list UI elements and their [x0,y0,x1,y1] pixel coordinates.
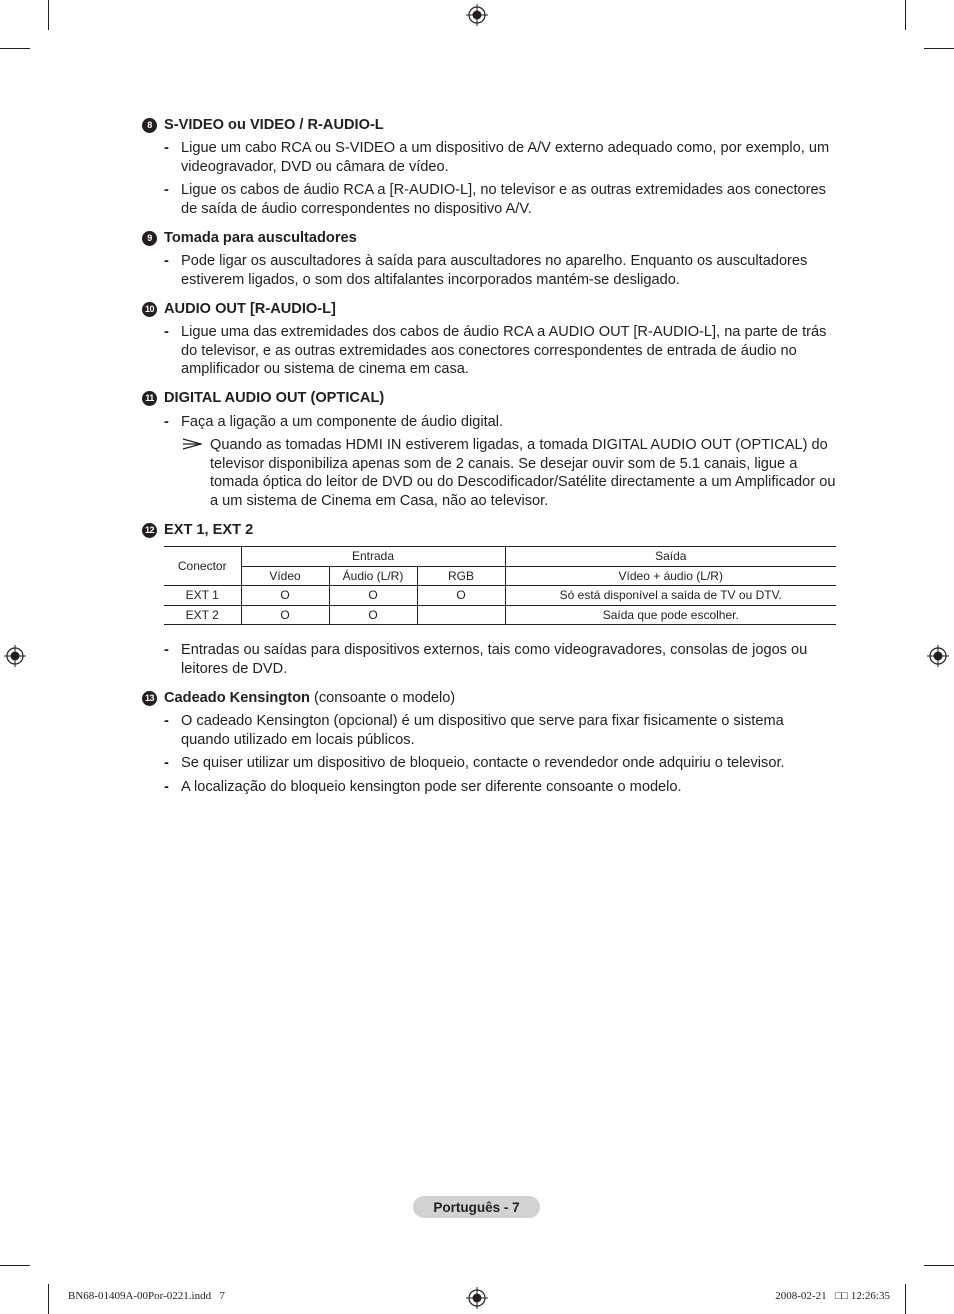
crop-mark [905,1284,906,1314]
section-heading [142,520,836,540]
registration-mark-icon [4,645,26,667]
table-header-conector: Conector [164,547,241,586]
section-ext [142,520,836,678]
table-header-video: Vídeo [241,566,329,586]
crop-mark [924,1265,954,1266]
list-item [142,252,836,289]
list-item [142,139,836,176]
section-number-badge: 10 [142,302,157,317]
list-item-text: Ligue um cabo RCA ou S-VIDEO a um dispositivo de A/V externo adequado como, por exemplo, um videogravador, DVD ou câmara de vídeo. [181,140,830,175]
table-header-rgb: RGB [417,566,505,586]
bullet-dash: - [164,324,169,340]
section-title: Tomada para auscultadores [164,229,357,246]
table-row [164,586,836,606]
section-number-badge: 8 [142,118,157,133]
bullet-dash: - [164,642,169,658]
page-number-label: Português - 7 [413,1196,540,1218]
bullet-dash: - [164,778,169,795]
table-cell: Só está disponível a saída de TV ou DTV. [505,586,836,606]
table-header-audio: Áudio (L/R) [329,566,417,586]
list-item-text: Entradas ou saídas para dispositivos externos, tais como videogravadores, consolas de jogos ou leitores de DVD. [181,642,808,677]
list-item [142,641,836,678]
table-row [164,605,836,625]
section-heading [142,228,836,248]
list-item [142,413,836,432]
date-slug: 2008-02-21 □□ 12:26:35 [775,1290,890,1302]
bullet-dash: - [164,253,169,269]
section-heading [142,688,836,708]
table-cell: O [241,605,329,625]
section-headphones [142,228,836,289]
crop-mark [924,48,954,49]
section-audio-out [142,299,836,379]
section-title: Cadeado Kensington [164,689,310,706]
list-item [142,323,836,379]
crop-mark [0,48,30,49]
crop-mark [48,1284,49,1314]
registration-mark-icon [927,645,949,667]
file-slug: BN68-01409A-00Por-0221.indd 7 [68,1290,225,1302]
table-header-video-audio: Vídeo + áudio (L/R) [505,566,836,586]
table-cell: O [329,605,417,625]
table-cell: EXT 2 [164,605,241,625]
section-heading [142,389,836,409]
list-item [142,778,836,797]
section-title: EXT 1, EXT 2 [164,521,254,538]
section-number-badge: 11 [142,391,157,406]
bullet-dash: - [164,713,169,729]
crop-mark [905,0,906,30]
list-item-text: A localização do bloqueio kensington pode ser diferente consoante o modelo. [181,778,682,795]
list-item [142,181,836,218]
page-content [142,115,836,806]
crop-mark [48,0,49,30]
section-number-badge: 13 [142,691,157,706]
section-kensington [142,688,836,796]
note-arrow-icon [182,438,202,450]
crop-mark [0,1265,30,1266]
list-item-text: Ligue uma das extremidades dos cabos de áudio RCA a AUDIO OUT [R-AUDIO-L], na parte de trás do televisor, e as outras extremidades aos conectores correspondentes de entrada de áudio no amplificador ou sistema de cinema em casa. [181,324,827,377]
section-digital-audio-out [142,389,836,511]
table-cell: O [241,586,329,606]
bullet-dash: - [164,182,169,198]
list-item [142,754,836,773]
section-heading [142,299,836,319]
section-title: S-VIDEO ou VIDEO / R-AUDIO-L [164,116,384,133]
section-title-note: (consoante o modelo) [309,689,456,706]
section-number-badge: 12 [142,523,157,538]
bullet-dash: - [164,755,169,771]
section-s-video [142,115,836,218]
note-item [142,436,836,510]
table-cell: Saída que pode escolher. [505,605,836,625]
table-cell [417,605,505,625]
registration-mark-icon [466,4,488,26]
section-title: DIGITAL AUDIO OUT (OPTICAL) [164,390,385,407]
table-header-saida: Saída [505,547,836,567]
registration-mark-icon [466,1287,488,1309]
list-item [142,712,836,749]
list-item-text: Se quiser utilizar um dispositivo de bloqueio, contacte o revendedor onde adquiriu o televisor. [181,755,785,771]
section-title: AUDIO OUT [R-AUDIO-L] [164,300,336,317]
list-item-text: Pode ligar os auscultadores à saída para auscultadores no aparelho. Enquanto os auscultadores estiverem ligados, o som dos altifalantes incorporados mantém-se desligado. [181,253,808,288]
list-item-text: Ligue os cabos de áudio RCA a [R-AUDIO-L], no televisor e as outras extremidades aos conectores de saída de áudio correspondentes no dispositivo A/V. [181,182,826,217]
section-number-badge: 9 [142,231,157,246]
table-cell: O [329,586,417,606]
bullet-dash: - [164,140,169,156]
table-cell: O [417,586,505,606]
note-text: Quando as tomadas HDMI IN estiverem ligadas, a tomada DIGITAL AUDIO OUT (OPTICAL) do televisor disponibiliza apenas som de 2 canais. Se desejar ouvir som de 5.1 canais, ligue a tomada óptica do leitor de DVD ou do Descodificador/Satélite directamente a um Amplificador ou a um sistema de Cinema em Casa, não ao televisor. [210,437,836,509]
list-item-text: Faça a ligação a um componente de áudio digital. [181,413,504,430]
bullet-dash: - [164,413,169,430]
table-header-entrada: Entrada [241,547,505,567]
section-heading [142,115,836,135]
list-item-text: O cadeado Kensington (opcional) é um dispositivo que serve para fixar fisicamente o sistema quando utilizado em locais públicos. [181,713,784,748]
ext-connector-table [164,546,836,625]
table-cell: EXT 1 [164,586,241,606]
